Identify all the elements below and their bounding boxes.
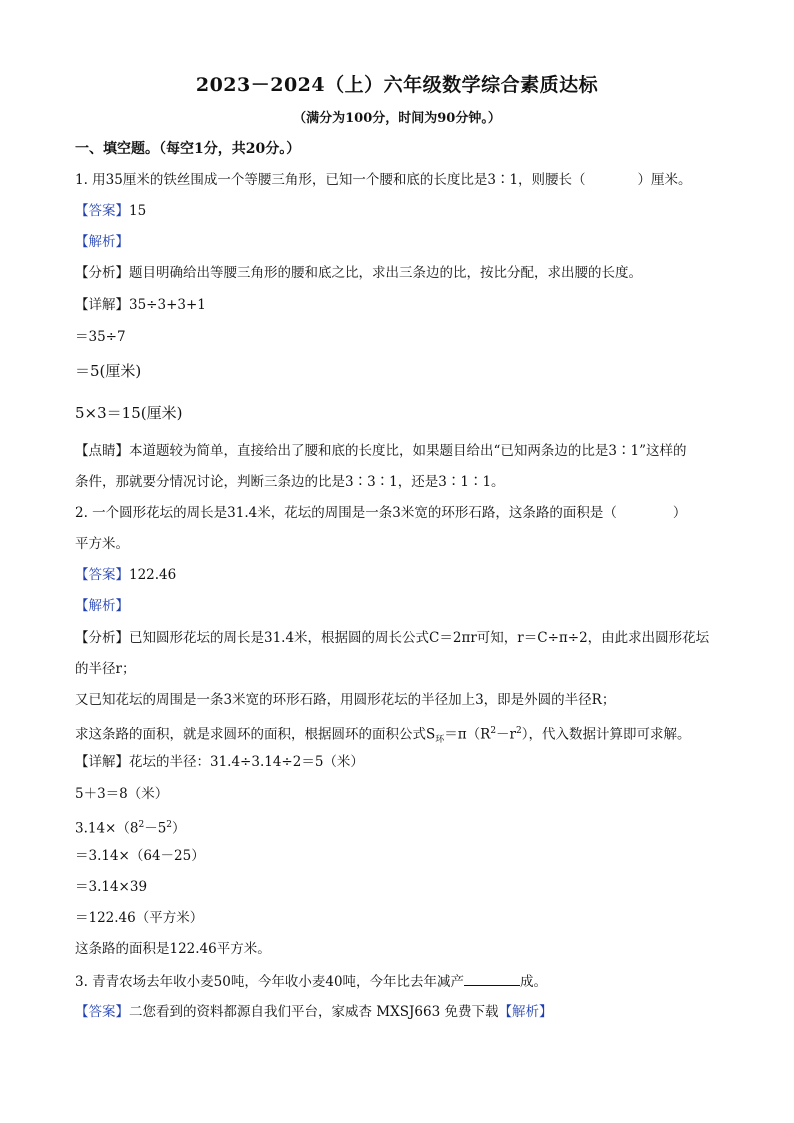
q2-fenxi-d: 求这条路的面积，就是求圆环的面积，根据圆环的面积公式$S_环=\pi(R^2-r^2)$，代入数据计算即可求解。 <box>75 726 691 746</box>
analysis-tag: 【解析】 <box>498 1004 553 1020</box>
answer-tag: 【答案】 <box>75 1004 129 1020</box>
q1-fenxi: 【分析】题目明确给出等腰三角形的腰和底之比，求出三条边的比，按比分配，求出腰的长度。 <box>75 265 642 281</box>
q1-analysis-tag: 【解析】 <box>75 234 129 250</box>
fill-blank <box>464 971 520 986</box>
q1-answer: 【答案】15 <box>75 203 147 219</box>
q2-fenxi-c: 又已知花坛的周围是一条3米宽的环形石路，用圆形花坛的半径加上3，即是外圆的半径R； <box>75 692 616 708</box>
q2-step5: ＝3.14×39 <box>75 879 148 895</box>
q1-dianjing-cont: 条件，那就要分情况讨论，判断三条边的比是3∶3∶1，还是3∶1∶1。 <box>75 474 505 490</box>
page-title: 2023－2024（上）六年级数学综合素质达标 <box>195 74 599 96</box>
q2-analysis-tag: 【解析】 <box>75 598 129 614</box>
q2-fenxi-cont: 的半径r； <box>75 661 136 677</box>
answer-tag: 【答案】 <box>75 203 129 219</box>
q2-stem: 2. 一个圆形花坛的周长是31.4米，花坛的周围是一条3米宽的环形石路，这条路的面积是（ ） <box>75 505 687 521</box>
page-subtitle: （满分为100分，时间为90分钟。） <box>293 111 501 126</box>
q1-dianjing: 【点睛】本道题较为简单，直接给出了腰和底的长度比，如果题目给出“已知两条边的比是3∶1”这样的 <box>75 443 687 459</box>
q1-step4: 5×3＝15(厘米) <box>75 404 183 422</box>
q1-xiangjie: 【详解】35÷3+3+1 <box>75 297 206 313</box>
q2-answer: 【答案】122.46 <box>75 567 177 583</box>
q2-step6: ＝122.46（平方米） <box>75 910 204 926</box>
q3-answer: 【答案】二您看到的资料都源自我们平台，家威杏 MXSJ663 免费下载【解析】 <box>75 1004 553 1020</box>
q3-stem: 3. 青青农场去年收小麦50吨，今年收小麦40吨，今年比去年减产 成。 <box>75 971 547 992</box>
q2-step4: ＝3.14×（64－25） <box>75 848 205 864</box>
q2-xiangjie: 【详解】花坛的半径：31.4÷3.14÷2＝5（米） <box>75 754 364 770</box>
q1-stem: 1. 用35厘米的铁丝围成一个等腰三角形，已知一个腰和底的长度比是3∶1，则腰长（ ）厘米。 <box>75 172 692 188</box>
q2-stem-cont: 平方米。 <box>75 536 129 552</box>
q1-step2: ＝35÷7 <box>75 329 126 345</box>
section-heading: 一、填空题。（每空1分，共20分。） <box>75 141 301 157</box>
q2-fenxi: 【分析】已知圆形花坛的周长是31.4米，根据圆的周长公式C＝2πr可知，r＝C÷π÷2，由此求出圆形花坛 <box>75 630 710 646</box>
answer-tag: 【答案】 <box>75 567 129 583</box>
q2-step2: 5＋3＝8（米） <box>75 786 169 802</box>
q2-conclusion: 这条路的面积是122.46平方米。 <box>75 941 271 957</box>
q1-step3: ＝5(厘米) <box>75 362 142 380</box>
q2-step3: $3.14\times(8^2-5^2)$ <box>75 820 186 837</box>
